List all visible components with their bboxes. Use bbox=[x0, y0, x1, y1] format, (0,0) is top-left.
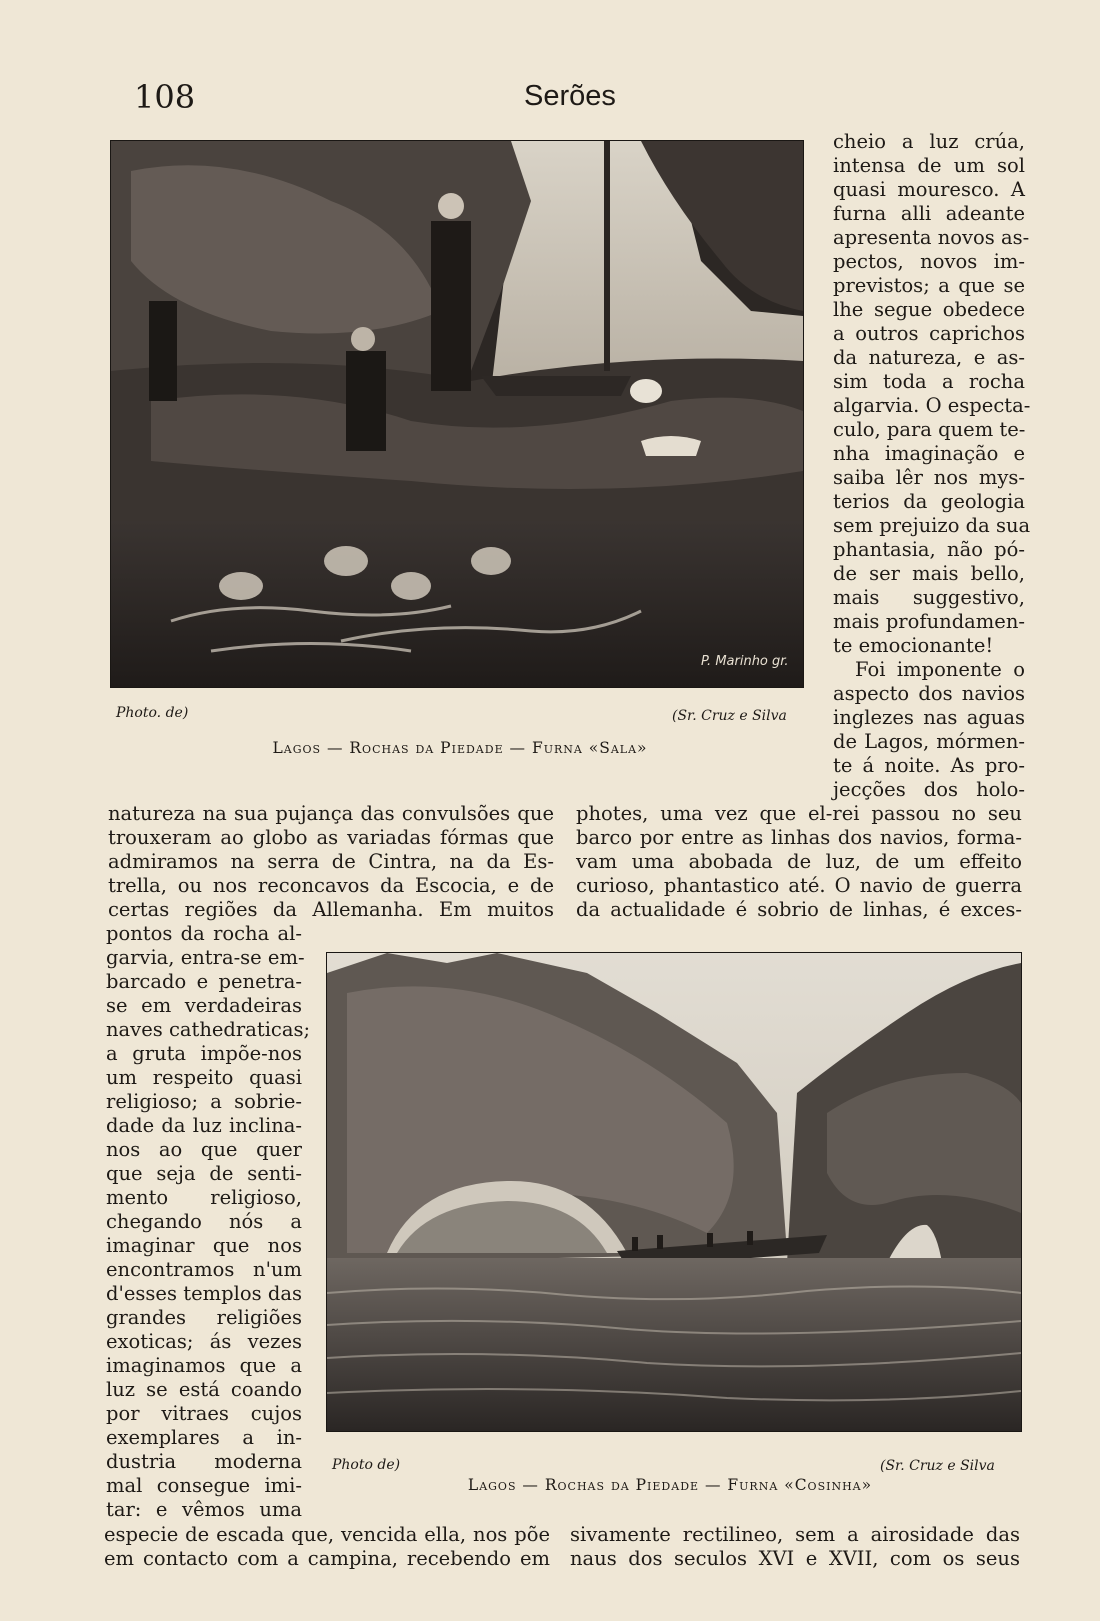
text-column-bottom-right bbox=[570, 1523, 1020, 1571]
text-line: em contacto com a campina, recebendo em bbox=[104, 1547, 550, 1570]
photo-furna-sala-illustration bbox=[111, 141, 803, 687]
text-line: intensa de um sol bbox=[833, 154, 1025, 177]
photo-credit-right: (Sr. Cruz e Silva bbox=[880, 1458, 995, 1474]
text-line: naves cathedraticas; bbox=[106, 1018, 311, 1041]
photo-credit-left: Photo de) bbox=[332, 1457, 401, 1473]
text-line: curioso, phantastico até. O navio de guerra bbox=[576, 874, 1022, 897]
text-line: mento religioso, bbox=[106, 1186, 302, 1209]
text-line: da natureza, e as- bbox=[833, 346, 1025, 369]
text-line: quasi mouresco. A bbox=[833, 178, 1025, 201]
text-line: previstos; a que se bbox=[833, 274, 1025, 297]
text-line: exemplares a in- bbox=[106, 1426, 302, 1449]
text-line: te emocionante! bbox=[833, 634, 994, 657]
text-line: culo, para quem te- bbox=[833, 418, 1026, 441]
text-line: encontramos n'um bbox=[106, 1258, 302, 1281]
text-line: um respeito quasi bbox=[106, 1066, 302, 1089]
text-line: imaginamos que a bbox=[106, 1354, 302, 1377]
photo-credit-right: (Sr. Cruz e Silva bbox=[672, 708, 787, 724]
text-line: nos ao que quer bbox=[106, 1138, 302, 1161]
text-line: barco por entre as linhas dos navios, forma- bbox=[576, 826, 1022, 849]
photo-caption: Lagos — Rochas da Piedade — Furna «Cosinha» bbox=[467, 1476, 873, 1494]
text-column-bottom-left bbox=[104, 1523, 550, 1571]
text-line: jecções dos holo- bbox=[833, 778, 1025, 801]
text-line: da actualidade é sobrio de linhas, é exces- bbox=[576, 898, 1022, 921]
text-line: especie de escada que, vencida ella, nos põe bbox=[104, 1523, 550, 1546]
photo-furna-cosinha bbox=[326, 952, 1022, 1432]
text-line: mais profundamen- bbox=[833, 610, 1025, 633]
running-head: Serões bbox=[524, 80, 616, 112]
text-column-left-narrow bbox=[106, 922, 311, 1522]
text-line: a gruta impõe-nos bbox=[106, 1042, 302, 1065]
text-line: d'esses templos das bbox=[106, 1282, 302, 1305]
photo-credit-left: Photo. de) bbox=[116, 705, 189, 721]
photo-furna-sala bbox=[110, 140, 804, 688]
text-line: exoticas; ás vezes bbox=[106, 1330, 302, 1353]
text-line: saiba lêr nos mys- bbox=[833, 466, 1025, 489]
photo-caption: Lagos — Rochas da Piedade — Furna «Sala» bbox=[272, 739, 648, 757]
text-line: sivamente rectilineo, sem a airosidade das bbox=[570, 1523, 1020, 1546]
text-line: religioso; a sobrie- bbox=[106, 1090, 302, 1113]
text-line: mais suggestivo, bbox=[833, 586, 1025, 609]
text-line: a outros caprichos bbox=[833, 322, 1025, 345]
text-line: certas regiões da Allemanha. Em muitos bbox=[108, 898, 554, 921]
text-line: Foi imponente o bbox=[855, 658, 1025, 681]
text-column-right-mid bbox=[576, 802, 1022, 922]
text-line: terios da geologia bbox=[833, 490, 1025, 513]
photo-signature: P. Marinho gr. bbox=[701, 654, 789, 669]
text-line: de Lagos, mórmen- bbox=[833, 730, 1025, 753]
page-number: 108 bbox=[134, 78, 196, 116]
text-line: photes, uma vez que el-rei passou no seu bbox=[576, 802, 1022, 825]
text-line: luz se está coando bbox=[106, 1378, 302, 1401]
text-line: sim toda a rocha bbox=[833, 370, 1025, 393]
text-line: tar: e vêmos uma bbox=[106, 1498, 302, 1521]
text-line: inglezes nas aguas bbox=[833, 706, 1025, 729]
text-column-left-mid bbox=[108, 802, 554, 922]
text-column-right-top bbox=[833, 130, 1031, 802]
text-line: que seja de senti- bbox=[106, 1162, 302, 1185]
text-line: cheio a luz crúa, bbox=[833, 130, 1025, 153]
text-line: barcado e penetra- bbox=[106, 970, 302, 993]
text-line: apresenta novos as- bbox=[833, 226, 1030, 249]
text-line: dade da luz inclina- bbox=[106, 1114, 302, 1137]
text-line: aspecto dos navios bbox=[833, 682, 1025, 705]
text-line: te á noite. As pro- bbox=[833, 754, 1025, 777]
text-line: se em verdadeiras bbox=[106, 994, 302, 1017]
text-line: garvia, entra-se em- bbox=[106, 946, 305, 969]
text-line: mal consegue imi- bbox=[106, 1474, 302, 1497]
text-line: natureza na sua pujança das convulsões que bbox=[108, 802, 554, 825]
text-line: vam uma abobada de luz, de um effeito bbox=[576, 850, 1022, 873]
text-line: nha imaginação e bbox=[833, 442, 1025, 465]
photo-furna-cosinha-illustration bbox=[327, 953, 1021, 1431]
text-line: pectos, novos im- bbox=[833, 250, 1025, 273]
text-line: trella, ou nos reconcavos da Escocia, e de bbox=[108, 874, 554, 897]
text-line: imaginar que nos bbox=[106, 1234, 302, 1257]
text-line: furna alli adeante bbox=[833, 202, 1025, 225]
text-line: trouxeram ao globo as variadas fórmas que bbox=[108, 826, 554, 849]
text-line: grandes religiões bbox=[106, 1306, 302, 1329]
text-line: lhe segue obedece bbox=[833, 298, 1025, 321]
text-line: dustria moderna bbox=[106, 1450, 302, 1473]
text-line: admiramos na serra de Cintra, na da Es- bbox=[108, 850, 554, 873]
text-line: sem prejuizo da sua bbox=[833, 514, 1031, 537]
text-line: algarvia. O especta- bbox=[833, 394, 1031, 417]
text-line: por vitraes cujos bbox=[106, 1402, 302, 1425]
text-line: chegando nós a bbox=[106, 1210, 302, 1233]
text-line: pontos da rocha al- bbox=[106, 922, 302, 945]
text-line: de ser mais bello, bbox=[833, 562, 1025, 585]
text-line: phantasia, não pó- bbox=[833, 538, 1025, 561]
text-line: naus dos seculos XVI e XVII, com os seus bbox=[570, 1547, 1020, 1570]
